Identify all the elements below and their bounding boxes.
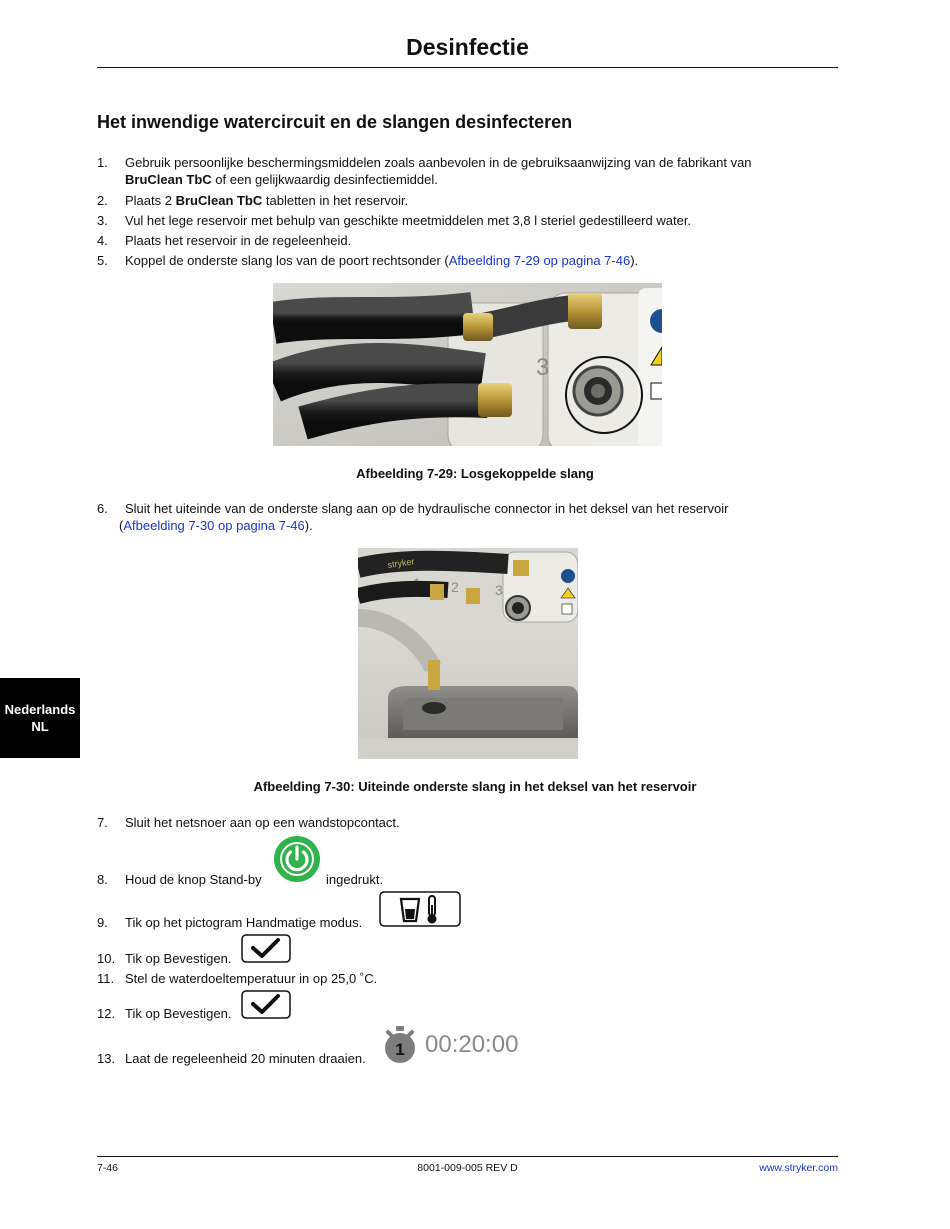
figure-7-30-photo [358, 548, 578, 759]
product-name: BruClean TbC [125, 172, 212, 187]
hose-in-reservoir-lid-illustration [358, 548, 578, 759]
disconnected-hose-illustration [273, 283, 662, 446]
step-text [125, 252, 638, 269]
figure-7-29-caption: Afbeelding 7-29: Losgekoppelde slang [356, 466, 594, 481]
step-text-part: tabletten in het reservoir. [262, 193, 409, 208]
step-text: Sluit het netsnoer aan op een wandstopcontact. [125, 815, 400, 830]
step-text: Vul het lege reservoir met behulp van geschikte meetmiddelen met 3,8 l steriel gedestilleerd water. [125, 213, 692, 228]
step-text-part: ( [119, 518, 124, 533]
step-8-end [326, 871, 383, 888]
step-number: 2. [97, 193, 108, 208]
page-title: Desinfectie [406, 34, 529, 60]
step-text-part: ). [630, 253, 639, 268]
step-number: 12. [97, 1006, 116, 1021]
step-text-part: of een gelijkwaardig desinfectiemiddel. [211, 172, 438, 187]
step-text [125, 500, 825, 517]
port-label: 3 [536, 354, 550, 381]
step-number: 1. [97, 155, 108, 170]
step-number: 3. [97, 213, 108, 228]
step-text: Plaats het reservoir in de regeleenheid. [125, 233, 352, 248]
stopwatch-icon [380, 1025, 420, 1065]
timer-value: 00:20:00 [425, 1031, 519, 1058]
step-number: 7. [97, 815, 108, 830]
confirm-button-icon [241, 990, 291, 1019]
checkmark-icon [241, 934, 291, 963]
step-number: 6. [97, 501, 108, 516]
section-heading: Het inwendige watercircuit en de slangen desinfecteren [97, 112, 573, 132]
step-text: Tik op Bevestigen. [125, 951, 232, 966]
port-label: 2 [451, 579, 459, 595]
document-number: 8001-009-005 REV D [417, 1162, 518, 1174]
standby-button-icon [273, 835, 321, 883]
step-number: 8. [97, 872, 108, 887]
port-label: 3 [495, 582, 503, 598]
step-number: 11. [97, 971, 115, 986]
port-label: 2 [461, 360, 475, 387]
step-number: 9. [97, 915, 108, 930]
language-code: NL [31, 719, 49, 734]
confirm-button-icon [241, 934, 291, 963]
step-text-part: Koppel de onderste slang los van de poort rechtsonder ( [125, 253, 449, 268]
product-name: BruClean TbC [175, 193, 263, 208]
step-number: 5. [97, 253, 108, 268]
power-icon [273, 835, 321, 883]
website-link[interactable]: www.stryker.com [759, 1162, 838, 1174]
timer-display [380, 1025, 530, 1065]
language-name: Nederlands [4, 702, 76, 717]
cup-thermometer-icon [379, 891, 461, 927]
step-text-part: Sluit het uiteinde van de onderste slang aan op de hydraulische connector in het deksel van het reservoir [125, 501, 729, 516]
figure-7-30-caption: Afbeelding 7-30: Uiteinde onderste slang in het deksel van het reservoir [253, 779, 697, 794]
step-number: 4. [97, 233, 108, 248]
timer-badge: 1 [395, 1040, 405, 1059]
language-tab [0, 678, 80, 758]
footer-divider [97, 1156, 838, 1157]
step-number: 13. [97, 1051, 116, 1066]
step-text [125, 192, 408, 209]
step-text: Tik op het pictogram Handmatige modus. [125, 915, 363, 930]
port-label: 1 [413, 575, 421, 591]
figure-link-7-29[interactable]: Afbeelding 7-29 op pagina 7-46 [448, 253, 631, 268]
step-text [125, 154, 825, 188]
manual-mode-button-icon [379, 891, 461, 927]
step-text: Tik op Bevestigen. [125, 1006, 232, 1021]
title-divider [97, 67, 838, 68]
step-text-part: ). [304, 518, 313, 533]
step-text: Houd de knop Stand-by [125, 872, 262, 887]
step-6-continued [119, 517, 313, 534]
step-number: 10. [97, 951, 116, 966]
figure-7-29-photo [273, 283, 662, 446]
step-text-part: Plaats 2 [125, 193, 176, 208]
step-text-part: Gebruik persoonlijke beschermingsmiddelen zoals aanbevolen in de gebruiksaanwijzing van de fabrikant van [125, 155, 752, 170]
checkmark-icon [241, 990, 291, 1019]
step-text: Laat de regeleenheid 20 minuten draaien. [125, 1051, 366, 1066]
page-number: 7-46 [97, 1162, 119, 1174]
step-text: Stel de waterdoeltemperatuur in op 25,0 ˚C. [125, 971, 378, 986]
figure-link-7-30[interactable]: Afbeelding 7-30 op pagina 7-46 [123, 518, 305, 533]
brand-text: stryker [386, 556, 416, 570]
step-text-part: ingedrukt. [326, 872, 384, 887]
